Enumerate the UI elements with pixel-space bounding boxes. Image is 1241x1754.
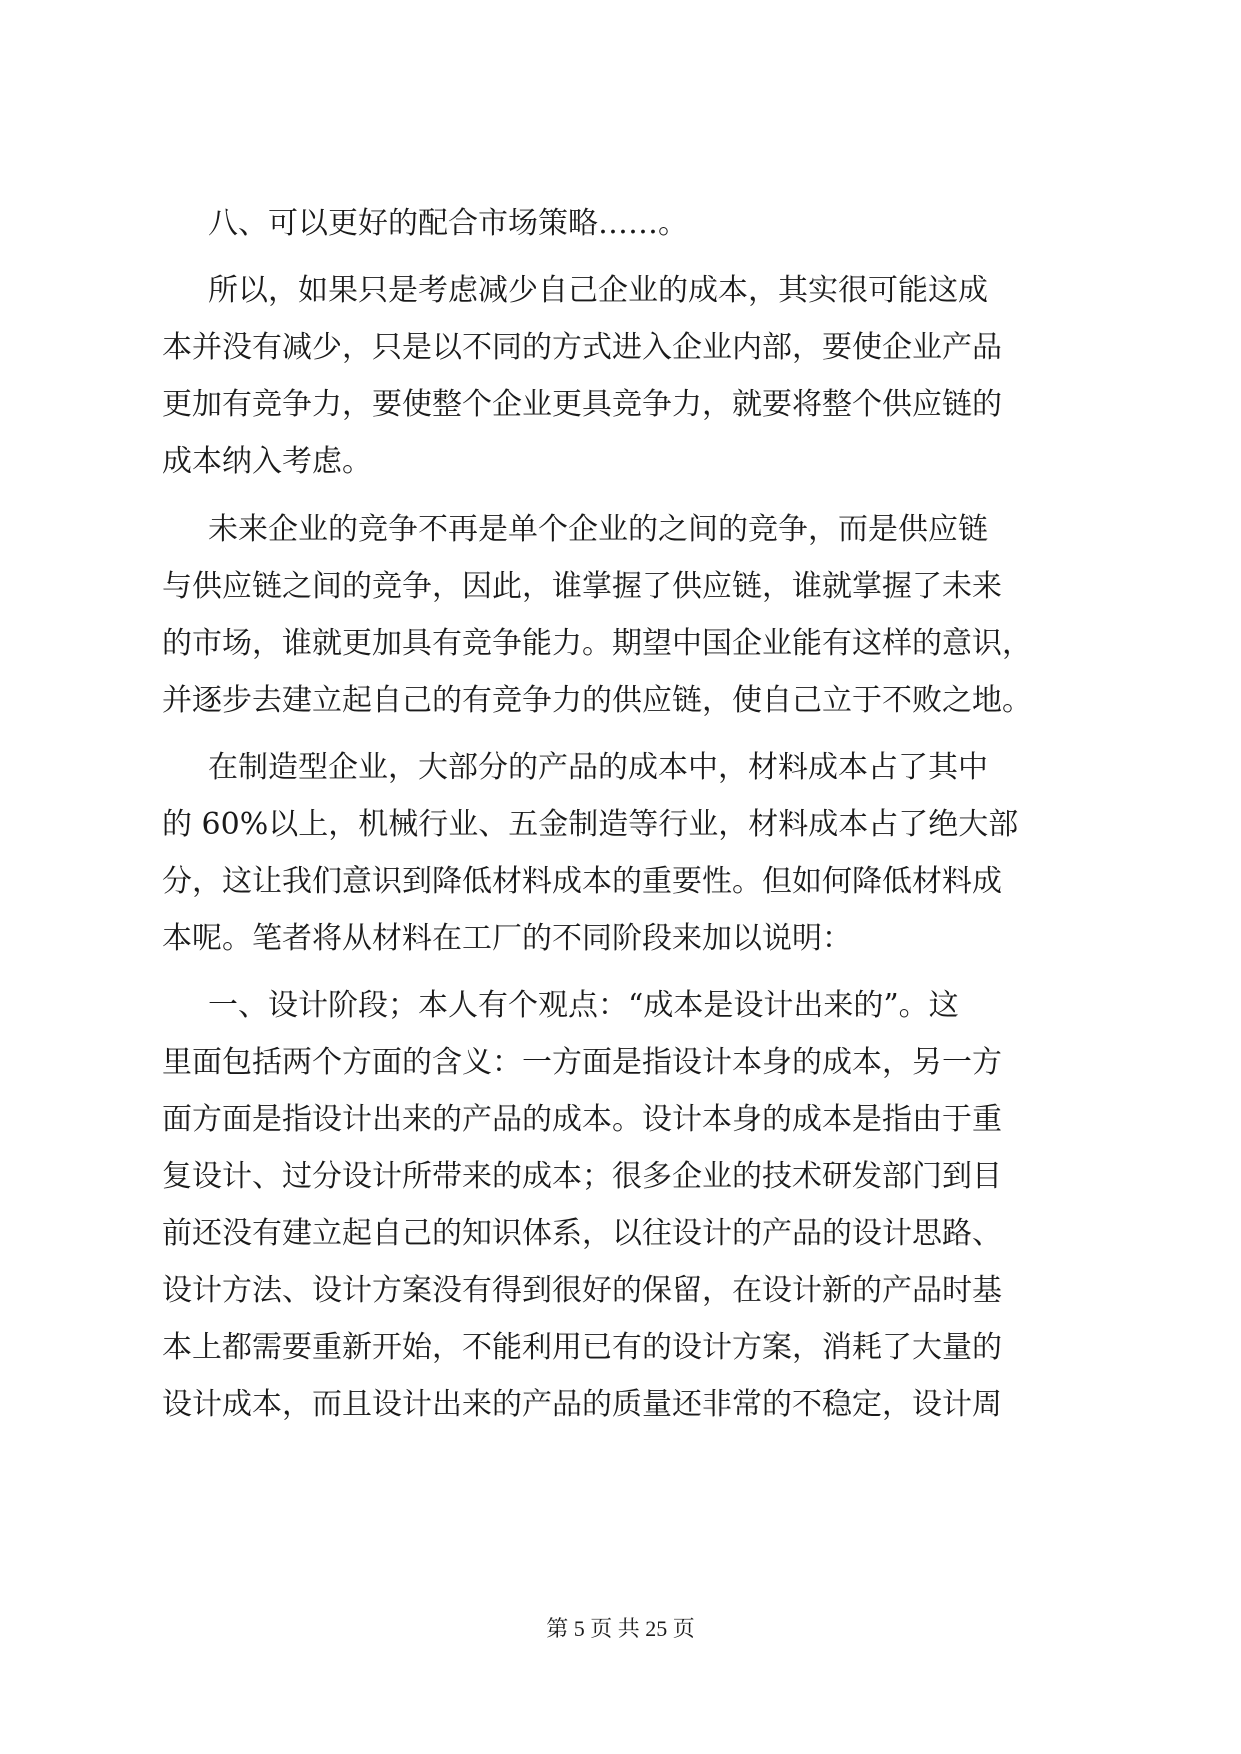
text-line: 里面包括两个方面的含义：一方面是指设计本身的成本，另一方	[162, 1045, 1002, 1080]
text-line: 分，这让我们意识到降低材料成本的重要性。但如何降低材料成	[162, 864, 1002, 899]
text-line: 与供应链之间的竞争，因此，谁掌握了供应链，谁就掌握了未来	[162, 569, 1002, 604]
page-number-footer: 第 5 页 共 25 页	[546, 1616, 695, 1641]
text-line: 面方面是指设计出来的产品的成本。设计本身的成本是指由于重	[162, 1102, 1002, 1137]
text-line: 设计成本，而且设计出来的产品的质量还非常的不稳定，设计周	[162, 1387, 1002, 1422]
text-line: 并逐步去建立起自己的有竞争力的供应链，使自己立于不败之地。	[162, 683, 1032, 718]
text-line: 更加有竞争力，要使整个企业更具竞争力，就要将整个供应链的	[162, 387, 1002, 422]
text-line: 复设计、过分设计所带来的成本；很多企业的技术研发部门到目	[162, 1159, 1002, 1194]
text-line: 的市场，谁就更加具有竞争能力。期望中国企业能有这样的意识，	[162, 626, 1032, 661]
text-line: 未来企业的竞争不再是单个企业的之间的竞争，而是供应链	[208, 512, 988, 547]
text-line: 一、设计阶段；本人有个观点：“成本是设计出来的”。这	[208, 988, 959, 1023]
text-line: 前还没有建立起自己的知识体系，以往设计的产品的设计思路、	[162, 1216, 1002, 1251]
text-line: 本并没有减少，只是以不同的方式进入企业内部，要使企业产品	[162, 330, 1002, 365]
text-line: 设计方法、设计方案没有得到很好的保留，在设计新的产品时基	[162, 1273, 1002, 1308]
text-line: 所以，如果只是考虑减少自己企业的成本，其实很可能这成	[208, 273, 988, 308]
text-line: 本呢。笔者将从材料在工厂的不同阶段来加以说明：	[162, 921, 852, 956]
text-line: 的 60%以上，机械行业、五金制造等行业，材料成本占了绝大部	[162, 807, 1019, 842]
text-line: 本上都需要重新开始，不能利用已有的设计方案，消耗了大量的	[162, 1330, 1002, 1365]
text-line: 成本纳入考虑。	[162, 444, 372, 479]
text-line: 八、可以更好的配合市场策略……。	[208, 206, 688, 241]
text-line: 在制造型企业，大部分的产品的成本中，材料成本占了其中	[208, 750, 988, 785]
